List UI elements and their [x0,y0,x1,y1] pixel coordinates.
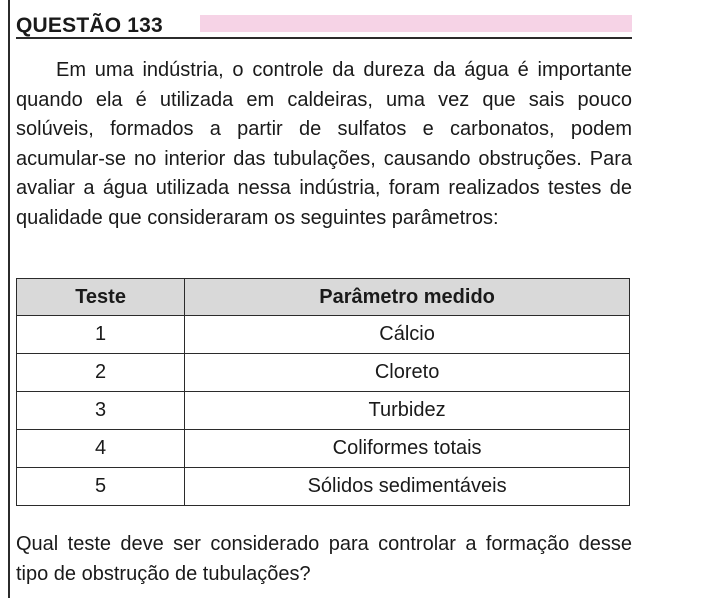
table-row [17,354,630,392]
parameters-table-container [16,278,630,506]
parameter-cell: Sólidos sedimentáveis [185,468,630,506]
question-header [16,12,632,40]
question-statement: Em uma indústria, o controle da dureza da água é importante quando ela é utilizada em caldeiras, uma vez que sais pouco solúveis, formados a partir de sulfatos e carbonatos, podem acumular-se no interior das tubulações, causando obstruções. Para avaliar a água utilizada nessa indústria, foram realizados testes de qualidade que consideraram os seguintes parâmetros: [16,59,632,229]
test-number-cell: 1 [17,316,185,354]
test-number-cell: 5 [17,468,185,506]
question-number: QUESTÃO 133 [16,14,163,37]
column-header-test: Teste [17,279,185,316]
parameter-cell: Coliformes totais [185,430,630,468]
test-number-cell: 4 [17,430,185,468]
test-number-cell: 2 [17,354,185,392]
table-row [17,392,630,430]
parameter-cell: Cloreto [185,354,630,392]
left-margin-rule [8,0,10,598]
column-header-parameter: Parâmetro medido [185,279,630,316]
parameter-cell: Cálcio [185,316,630,354]
parameters-table [16,278,630,506]
header-accent-bar [200,15,632,32]
test-number-cell: 3 [17,392,185,430]
table-row [17,468,630,506]
question-prompt: Qual teste deve ser considerado para controlar a formação desse tipo de obstrução de tubulações? [16,533,632,585]
table-row [17,430,630,468]
table-header-row [17,279,630,316]
table-row [17,316,630,354]
parameter-cell: Turbidez [185,392,630,430]
header-underline [16,37,632,39]
